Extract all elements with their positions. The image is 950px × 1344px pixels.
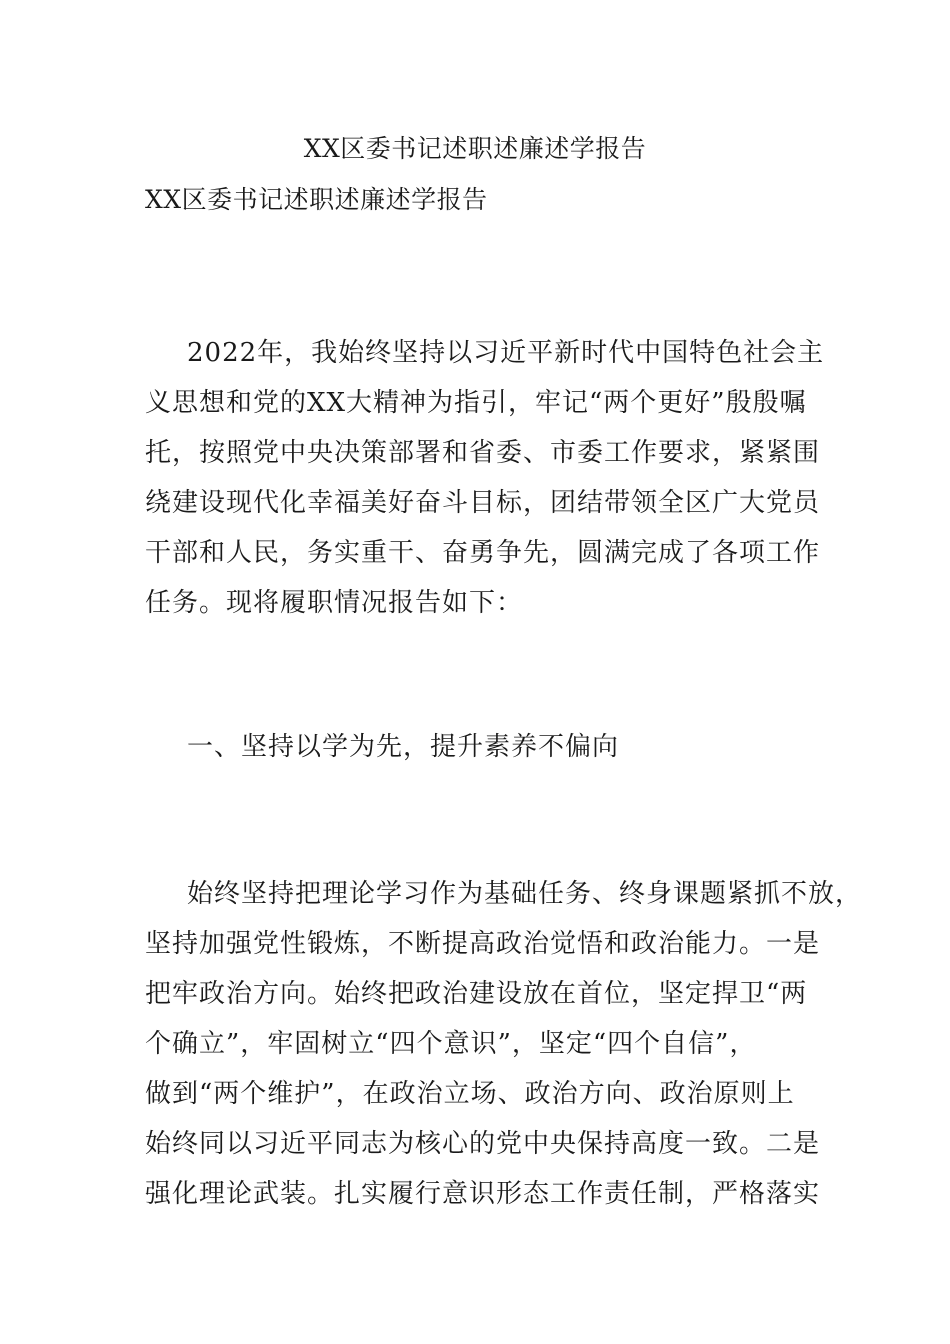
document-subtitle: XX区委书记述职述廉述学报告 xyxy=(145,185,488,214)
paragraph-intro xyxy=(145,328,825,628)
paragraph-line: 个确立”，牢固树立“四个意识”，坚定“四个自信”， xyxy=(145,1029,757,1059)
paragraph-line: 托，按照党中央决策部署和省委、市委工作要求，紧紧围 xyxy=(145,438,821,468)
paragraph-line: 任务。现将履职情况报告如下： xyxy=(145,588,524,618)
paragraph-line: 义思想和党的XX大精神为指引，牢记“两个更好”殷殷嘱 xyxy=(145,388,807,418)
paragraph-line: 2022年，我始终坚持以习近平新时代中国特色社会主 xyxy=(187,338,825,368)
paragraph-line: 坚持加强党性锻炼，不断提高政治觉悟和政治能力。一是 xyxy=(145,929,821,959)
paragraph-section-1 xyxy=(145,869,863,1219)
paragraph-line: 把牢政治方向。始终把政治建设放在首位，坚定捍卫“两 xyxy=(145,979,808,1009)
section-heading xyxy=(145,722,810,772)
paragraph-line: 强化理论武装。扎实履行意识形态工作责任制，严格落实 xyxy=(145,1179,821,1209)
document-title: XX区委书记述职述廉述学报告 xyxy=(303,134,647,163)
paragraph-line: 绕建设现代化幸福美好奋斗目标，团结带领全区广大党员 xyxy=(145,488,821,518)
paragraph-line: 始终坚持把理论学习作为基础任务、终身课题紧抓不放， xyxy=(187,879,863,909)
paragraph-line: 做到“两个维护”，在政治立场、政治方向、政治原则上 xyxy=(145,1079,795,1109)
paragraph-line: 干部和人民，务实重干、奋勇争先，圆满完成了各项工作 xyxy=(145,538,821,568)
section-heading-text: 一、坚持以学为先，提升素养不偏向 xyxy=(187,732,620,762)
paragraph-line: 始终同以习近平同志为核心的党中央保持高度一致。二是 xyxy=(145,1129,821,1159)
